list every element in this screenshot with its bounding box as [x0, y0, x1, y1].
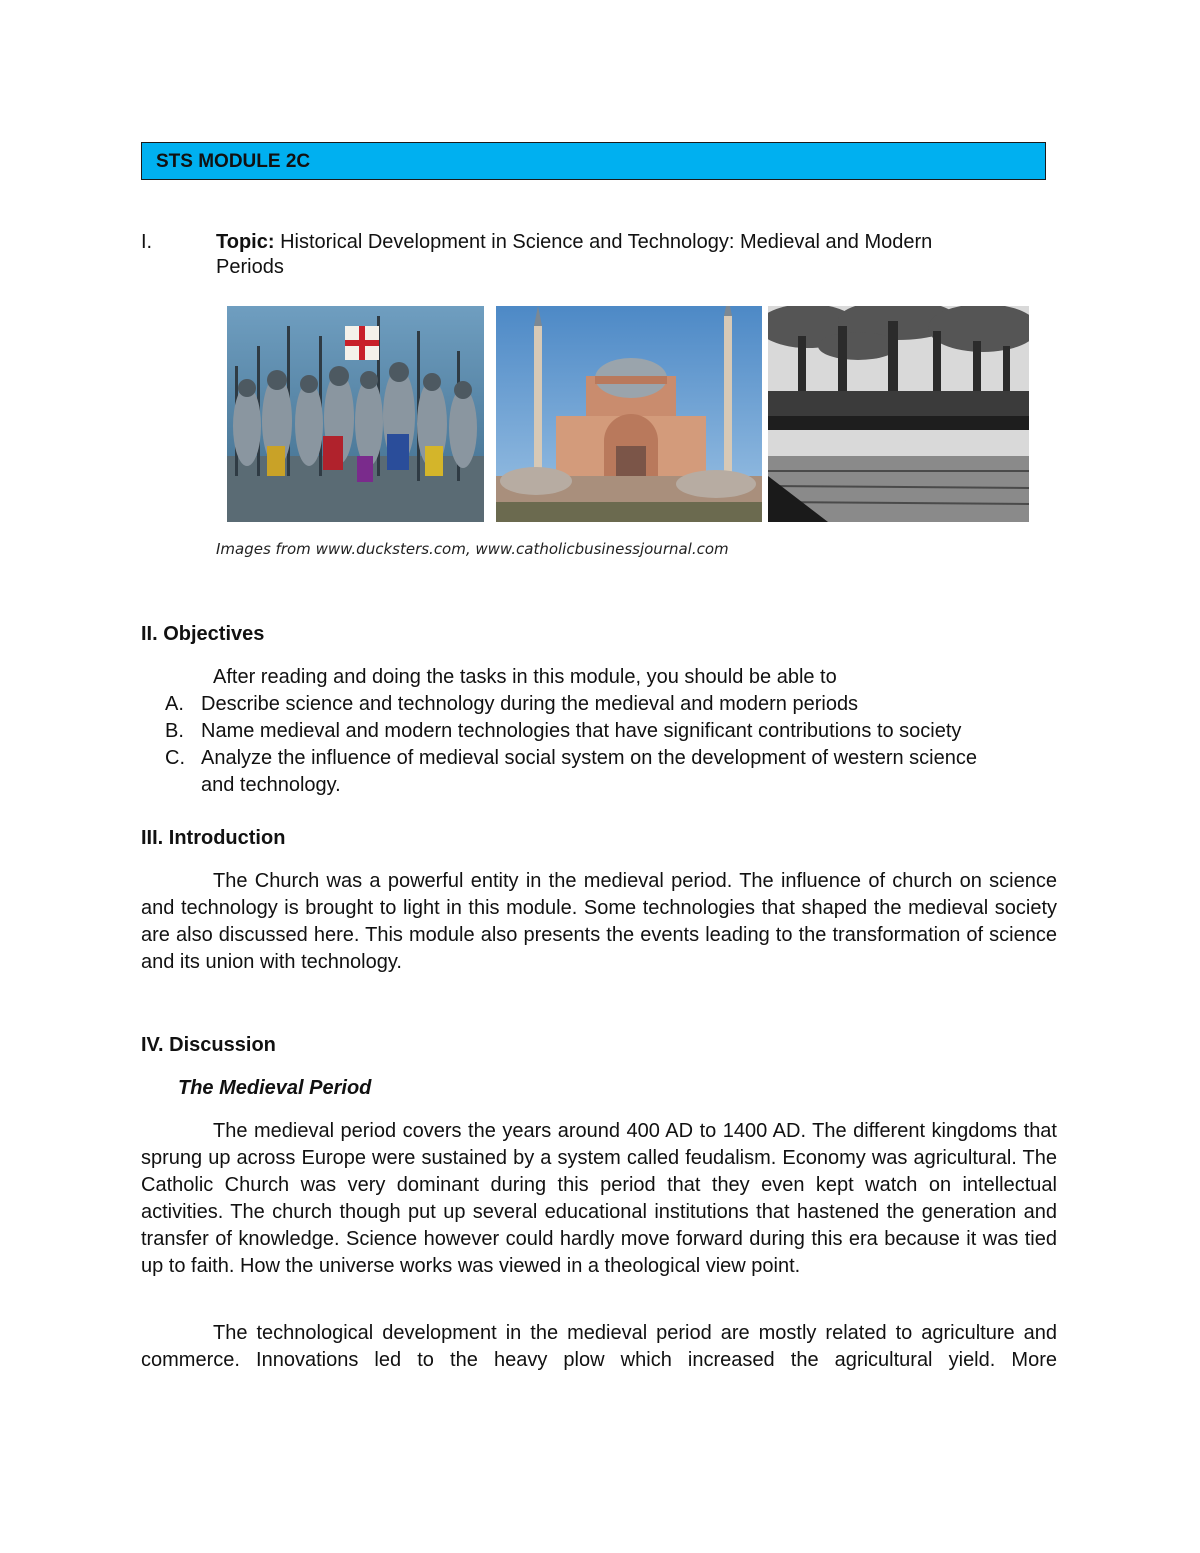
image-credit: Images from www.ducksters.com, www.catholicbusinessjournal.com — [216, 540, 729, 558]
objective-b-text: Name medieval and modern technologies that have significant contributions to society — [201, 720, 962, 742]
topic-numeral: I. — [141, 231, 153, 253]
topic-label: Topic: — [216, 231, 275, 253]
introduction-paragraph — [141, 868, 1057, 976]
industrial-factory-image — [768, 306, 1029, 522]
module-title: STS MODULE 2C — [156, 151, 311, 172]
objective-c-text-line2: and technology. — [201, 774, 341, 796]
discussion-paragraph-1 — [141, 1118, 1057, 1280]
objectives-intro: After reading and doing the tasks in this module, you should be able to — [213, 666, 837, 688]
discussion-text-1: The medieval period covers the years around 400 AD to 1400 AD. The different kingdoms that sprung up across Europe were sustained by a system called feudalism. Economy was agricultural. The Catholic Church was very dominant during this period that they even kept watch on intellectual activities. The church though put up several educational institutions that hastened the generation and transfer of knowledge. Science however could hardly move forward during this era because it was tied up to faith. How the universe works was viewed in a theological view point. — [141, 1120, 1057, 1277]
discussion-text-2: The technological development in the medieval period are mostly related to agriculture and commerce. Innovations led to the heavy plow which increased the agricultural yield. More — [141, 1322, 1057, 1371]
objective-b-letter: B. — [165, 720, 184, 742]
objectives-heading: II. Objectives — [141, 623, 265, 645]
objective-c-letter: C. — [165, 747, 185, 769]
discussion-paragraph-2 — [141, 1320, 1057, 1374]
topic-line-1 — [216, 229, 932, 256]
objective-a-text: Describe science and technology during the medieval and modern periods — [201, 693, 859, 715]
hagia-sophia-image — [496, 306, 762, 522]
module-title-box — [141, 142, 1046, 180]
introduction-heading: III. Introduction — [141, 827, 286, 849]
discussion-heading: IV. Discussion — [141, 1034, 276, 1056]
introduction-text: The Church was a powerful entity in the medieval period. The influence of church on science and technology is brought to light in this module. Some technologies that shaped the medieval society are also discussed here. This module also presents the events leading to the transformation of science and its union with technology. — [141, 870, 1057, 973]
topic-line-2: Periods — [216, 256, 284, 278]
knights-image — [227, 306, 484, 522]
topic-text: Historical Development in Science and Technology: Medieval and Modern — [274, 231, 933, 253]
objective-a-letter: A. — [165, 693, 184, 715]
medieval-period-subheading: The Medieval Period — [178, 1077, 372, 1099]
objective-c-text: Analyze the influence of medieval social system on the development of western science — [201, 747, 977, 769]
